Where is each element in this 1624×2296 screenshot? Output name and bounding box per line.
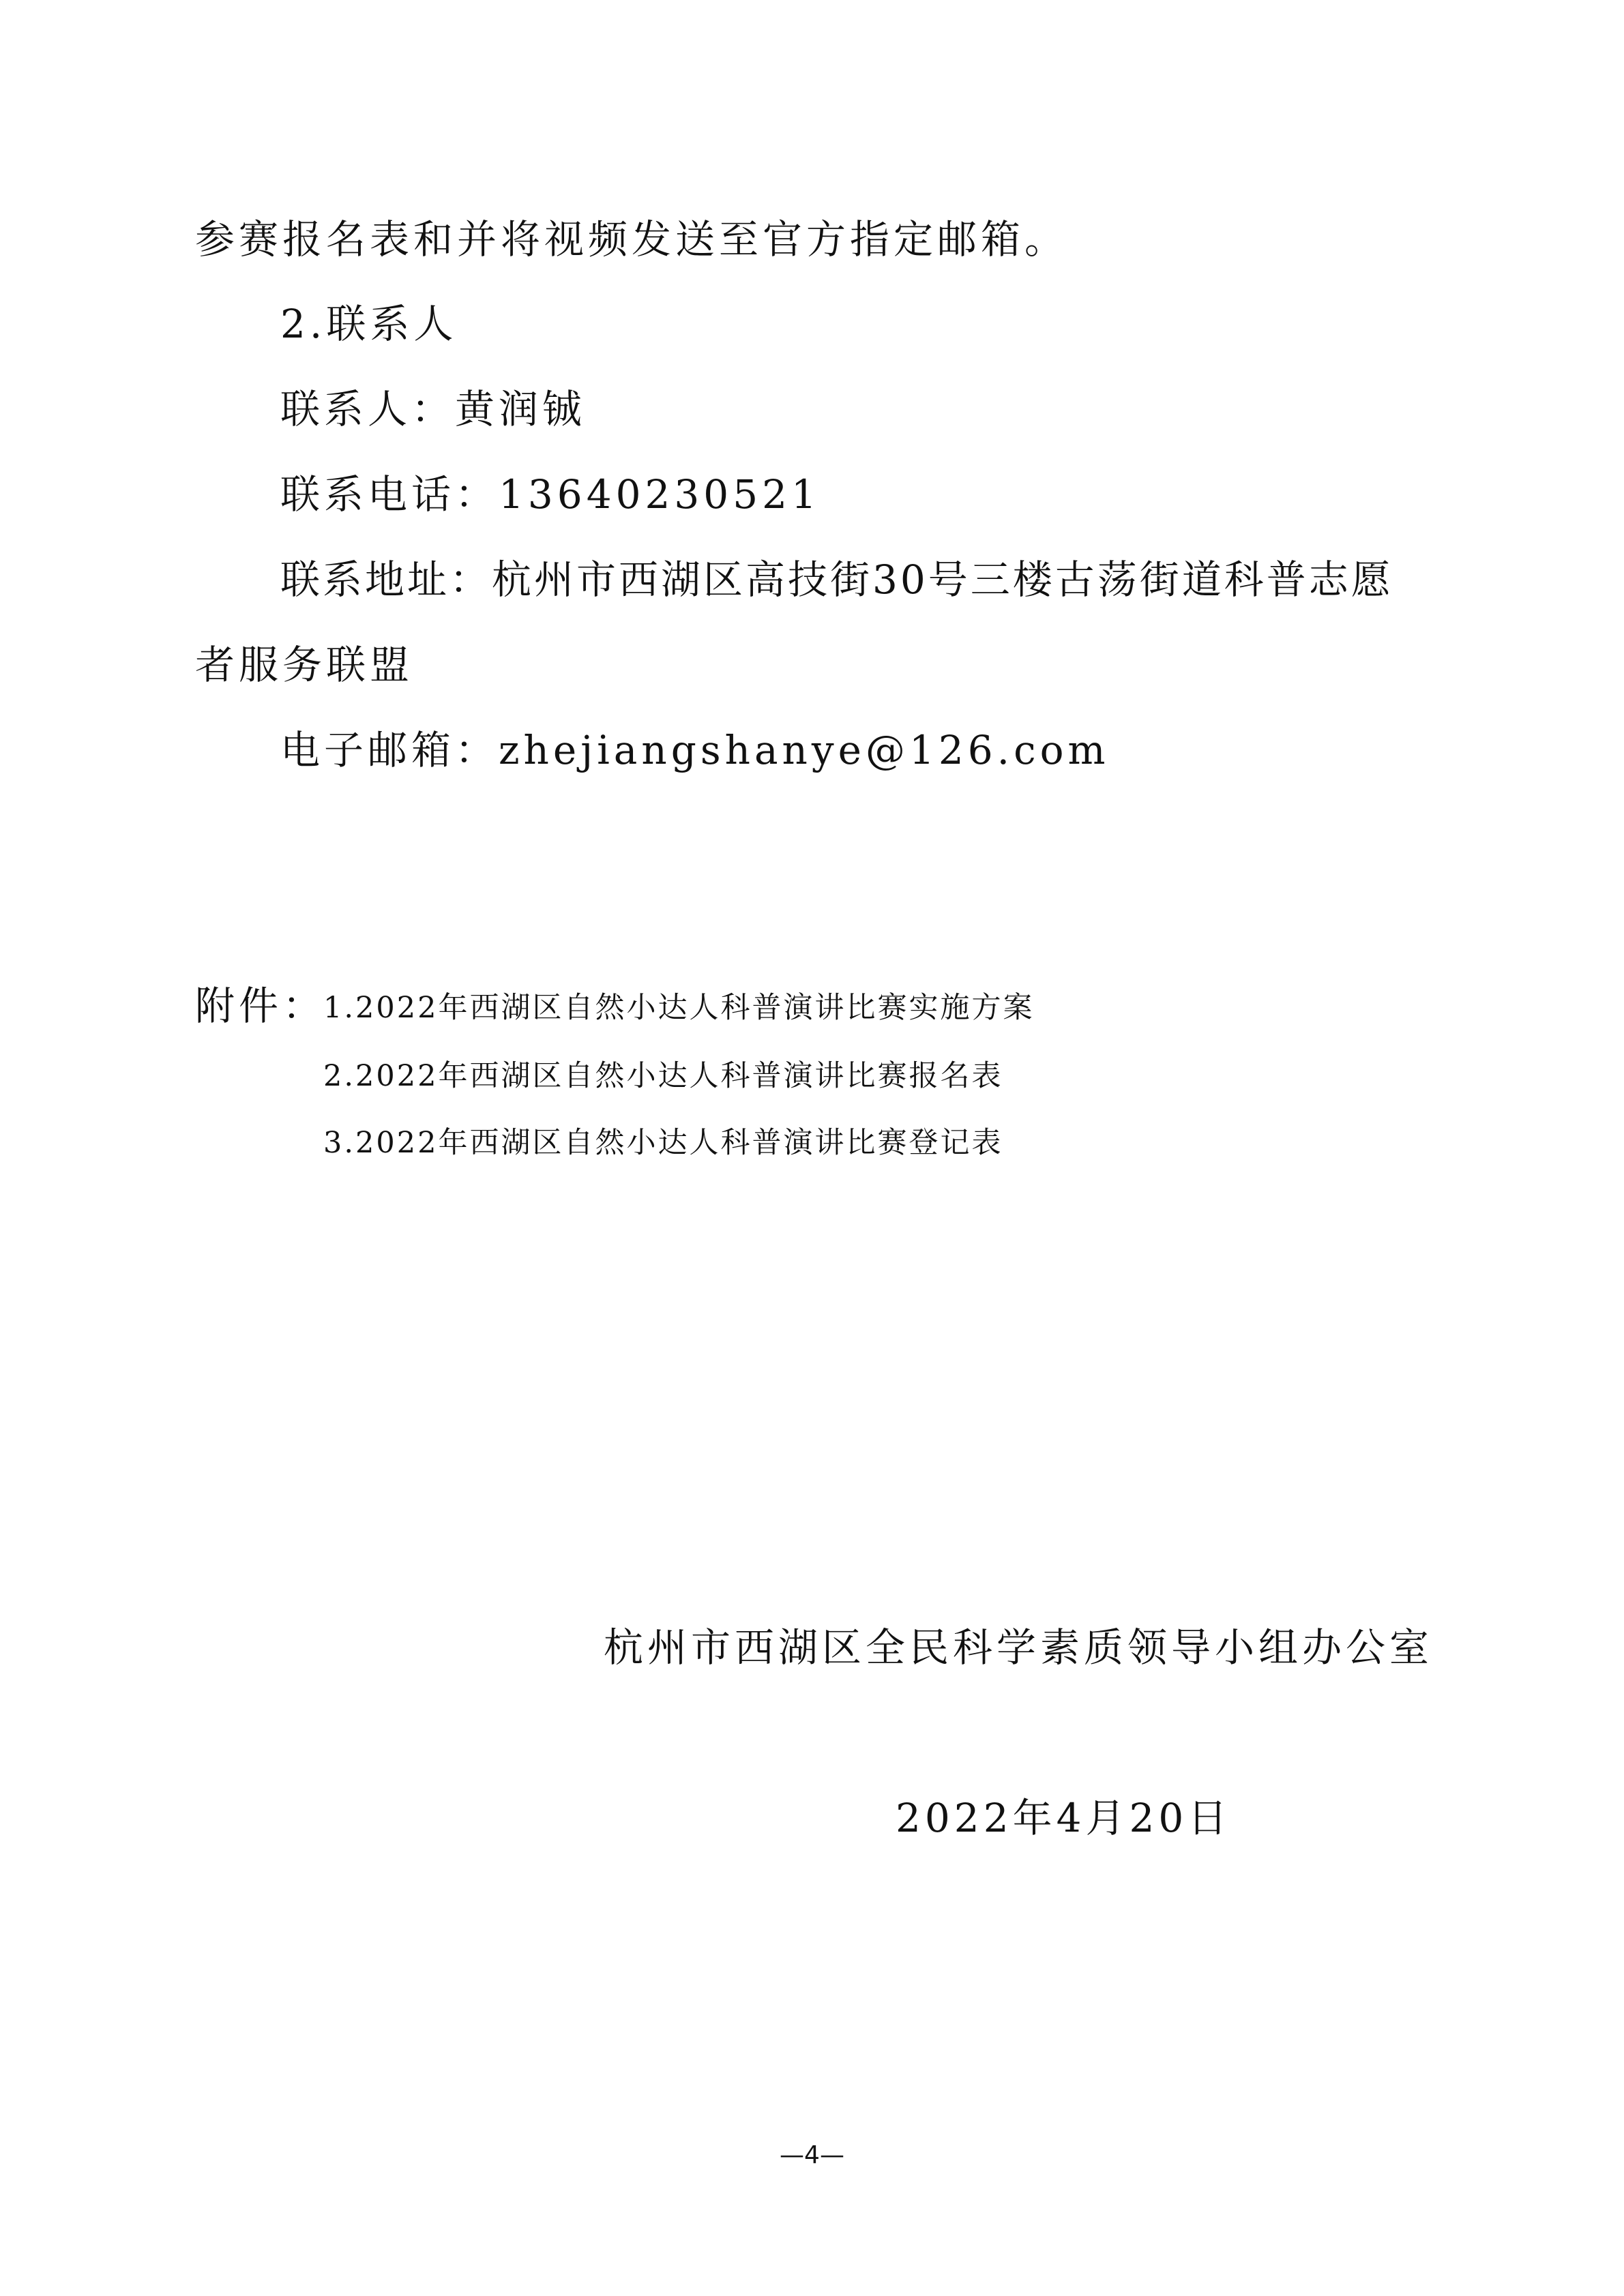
contact-address-line2: 者服务联盟 bbox=[195, 642, 414, 688]
attachment-item-2: 2.2022年西湖区自然小达人科普演讲比赛报名表 bbox=[323, 1059, 1003, 1093]
signature-organization: 杭州市西湖区全民科学素质领导小组办公室 bbox=[604, 1624, 1434, 1671]
page-number: —4— bbox=[780, 2141, 844, 2169]
contact-phone: 联系电话：13640230521 bbox=[280, 471, 821, 518]
contact-person: 联系人：黄润铖 bbox=[280, 386, 587, 432]
body-line-submission: 参赛报名表和并将视频发送至官方指定邮箱。 bbox=[195, 216, 1069, 263]
contact-address-line1: 联系地址：杭州市西湖区高技街30号三楼古荡街道科普志愿 bbox=[280, 556, 1393, 603]
attachment-item-3: 3.2022年西湖区自然小达人科普演讲比赛登记表 bbox=[323, 1126, 1003, 1160]
signature-date: 2022年4月20日 bbox=[896, 1795, 1232, 1841]
contact-heading: 2.联系人 bbox=[280, 301, 458, 347]
attachments-label: 附件： bbox=[195, 983, 327, 1029]
contact-email: 电子邮箱：zhejiangshanye@126.com bbox=[280, 727, 1110, 773]
attachment-item-1: 1.2022年西湖区自然小达人科普演讲比赛实施方案 bbox=[323, 991, 1035, 1025]
